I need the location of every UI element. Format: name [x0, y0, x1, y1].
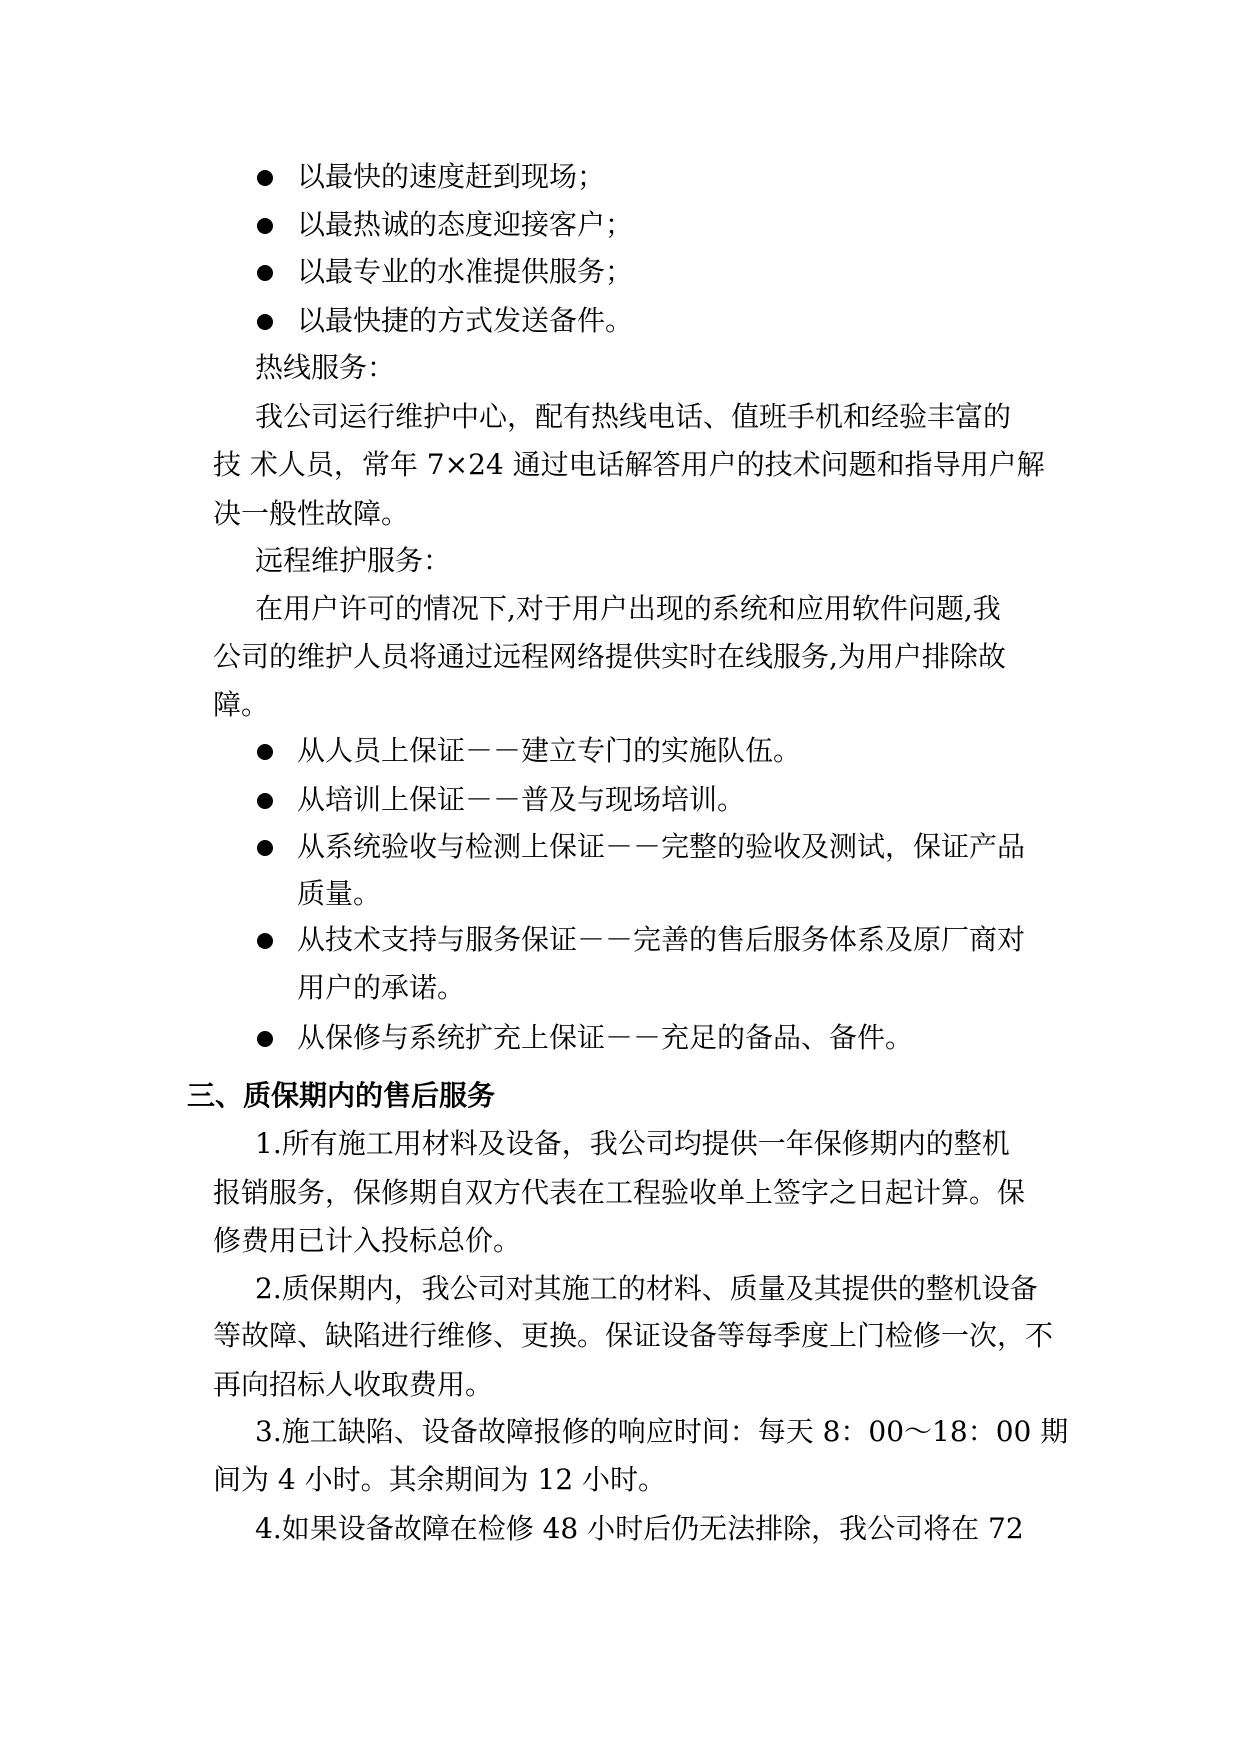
- section-heading: 三、质保期内的售后服务: [187, 1079, 496, 1112]
- bullet-dot-icon: [257, 218, 273, 234]
- bullet-dot-icon: [257, 1031, 273, 1047]
- paragraph-line: 再向招标人收取费用。: [213, 1368, 494, 1401]
- bullet-dot-icon: [257, 314, 273, 330]
- remote-line: 公司的维护人员将通过远程网络提供实时在线服务,为用户排除故: [213, 640, 1006, 673]
- bullet-dot-icon: [257, 265, 273, 281]
- hotline-title: 热线服务：: [255, 351, 396, 384]
- hotline-line: 决一般性故障。: [213, 497, 410, 530]
- bullet-dot-icon: [257, 933, 273, 949]
- bullet-text: 从系统验收与检测上保证－－完整的验收及测试，保证产品: [297, 830, 1026, 863]
- remote-line: 障。: [213, 688, 270, 721]
- bullet-text: 从培训上保证－－普及与现场培训。: [297, 783, 746, 816]
- paragraph-line: 1.所有施工用材料及设备，我公司均提供一年保修期内的整机: [255, 1127, 1010, 1160]
- bullet-dot-icon: [257, 744, 273, 760]
- bullet-text: 从技术支持与服务保证－－完善的售后服务体系及原厂商对: [297, 923, 1026, 956]
- bullet-text: 从人员上保证－－建立专门的实施队伍。: [297, 734, 802, 767]
- bullet-text-cont: 质量。: [297, 877, 382, 910]
- paragraph-line: 间为 4 小时。其余期间为 12 小时。: [213, 1463, 667, 1496]
- bullet-text: 以最热诚的态度迎接客户；: [297, 208, 634, 241]
- bullet-text: 以最快的速度赶到现场；: [297, 160, 606, 193]
- bullet-dot-icon: [257, 170, 273, 186]
- paragraph-line: 修费用已计入投标总价。: [213, 1224, 522, 1257]
- bullet-dot-icon: [257, 840, 273, 856]
- remote-title: 远程维护服务：: [255, 544, 452, 577]
- bullet-dot-icon: [257, 793, 273, 809]
- paragraph-line: 2.质保期内，我公司对其施工的材料、质量及其提供的整机设备: [255, 1272, 1038, 1305]
- paragraph-line: 报销服务，保修期自双方代表在工程验收单上签字之日起计算。保: [213, 1176, 1026, 1209]
- bullet-text: 从保修与系统扩充上保证－－充足的备品、备件。: [297, 1021, 914, 1054]
- hotline-line: 技 术人员，常年 7×24 通过电话解答用户的技术问题和指导用户解: [213, 448, 1045, 481]
- paragraph-line: 3.施工缺陷、设备故障报修的响应时间：每天 8：00～18：00 期: [255, 1415, 1069, 1448]
- bullet-text: 以最快捷的方式发送备件。: [297, 304, 634, 337]
- remote-line: 在用户许可的情况下,对于用户出现的系统和应用软件问题,我: [255, 592, 1001, 625]
- paragraph-line: 等故障、缺陷进行维修、更换。保证设备等每季度上门检修一次，不: [213, 1319, 1054, 1352]
- bullet-text: 以最专业的水准提供服务；: [297, 255, 634, 288]
- paragraph-line: 4.如果设备故障在检修 48 小时后仍无法排除，我公司将在 72: [255, 1512, 1024, 1545]
- bullet-text-cont: 用户的承诺。: [297, 971, 466, 1004]
- hotline-line: 我公司运行维护中心，配有热线电话、值班手机和经验丰富的: [255, 400, 1012, 433]
